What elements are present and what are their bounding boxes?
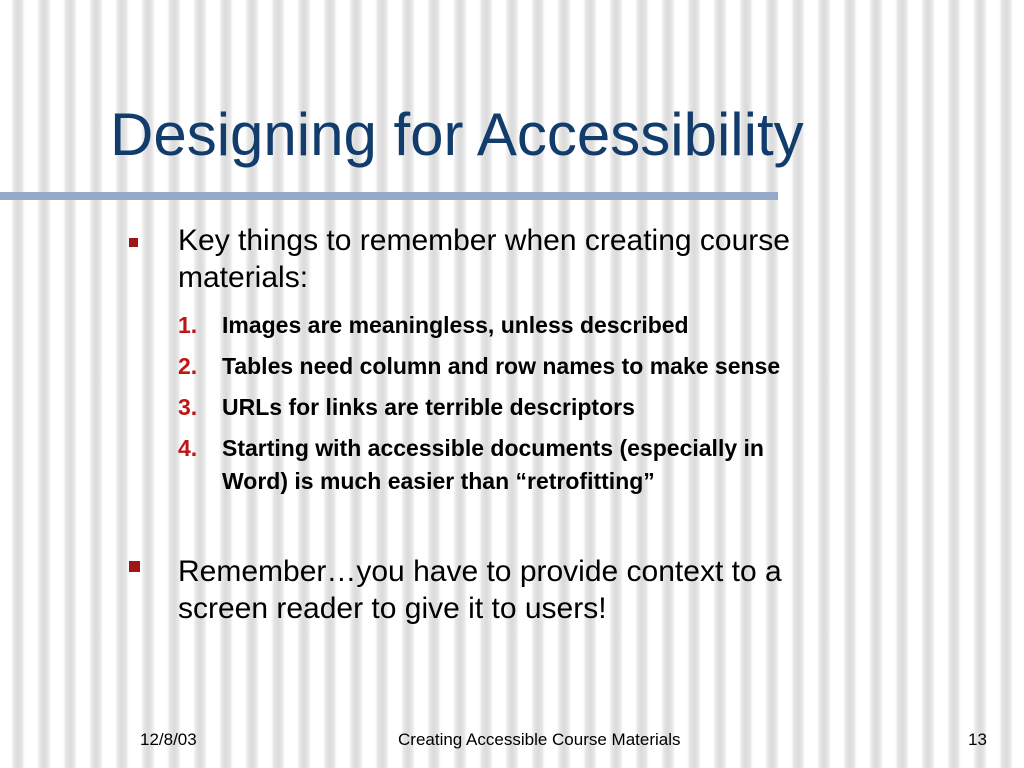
item-text-line-2: Word) is much easier than “retrofitting” xyxy=(222,468,655,494)
bullet-1-line-1: Key things to remember when creating course xyxy=(178,224,790,257)
item-number: 1. xyxy=(178,312,198,338)
bullet-2-line-1: Remember…you have to provide context to a xyxy=(178,555,782,588)
item-text: Images are meaningless, unless described xyxy=(222,312,689,338)
item-number: 4. xyxy=(178,435,198,461)
item-text xyxy=(222,432,922,498)
item-text: Tables need column and row names to make sense xyxy=(222,353,781,379)
bullet-2-line-2: screen reader to give it to users! xyxy=(178,592,607,625)
item-text: URLs for links are terrible descriptors xyxy=(222,394,635,420)
bullet-1-text xyxy=(178,222,790,296)
item-number: 3. xyxy=(178,394,198,420)
bullet-2-text xyxy=(178,553,782,627)
item-text-line-1: Starting with accessible documents (especially in xyxy=(222,435,764,461)
footer-title: Creating Accessible Course Materials xyxy=(398,730,681,749)
bullet-1-line-2: materials: xyxy=(178,261,309,294)
bullet-square-icon xyxy=(129,238,138,247)
footer-date: 12/8/03 xyxy=(140,730,197,749)
bullet-square-icon xyxy=(129,561,140,572)
slide-title: Designing for Accessibility xyxy=(110,101,804,168)
item-number: 2. xyxy=(178,353,198,379)
title-underline xyxy=(0,192,778,200)
page-number: 13 xyxy=(968,730,987,749)
